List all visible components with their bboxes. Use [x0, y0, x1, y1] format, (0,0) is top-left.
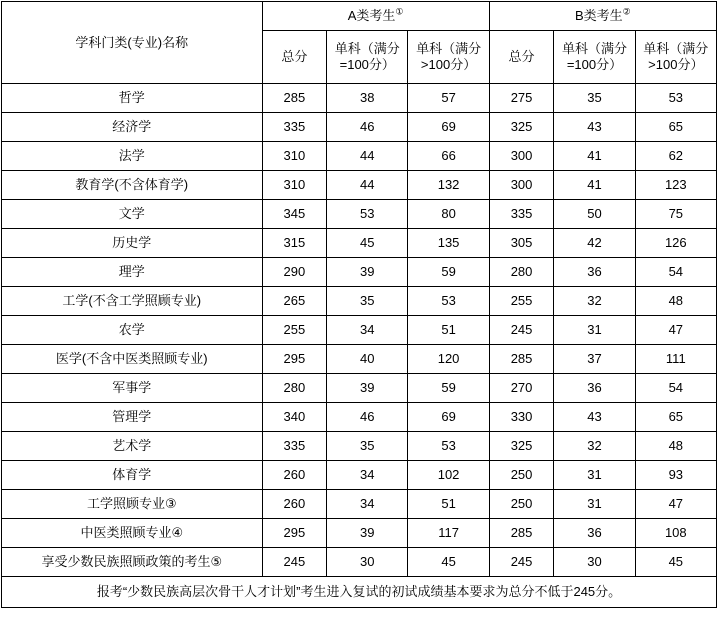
cell-b-total: 275 [489, 84, 554, 113]
cell-a-single-gt100: 80 [408, 200, 489, 229]
table-row [2, 345, 717, 374]
row-discipline-name: 艺术学 [2, 432, 263, 461]
cell-a-single-100: 46 [327, 403, 408, 432]
cell-a-total: 335 [262, 113, 327, 142]
cell-b-total: 325 [489, 432, 554, 461]
header-b-total: 总分 [489, 31, 554, 84]
row-discipline-name: 教育学(不含体育学) [2, 171, 263, 200]
cell-b-single-gt100: 54 [635, 258, 716, 287]
header-a-single-gt100-line1: 单科（满分 [416, 41, 482, 57]
cell-a-single-gt100: 102 [408, 461, 489, 490]
header-group-a-mark: ① [395, 6, 404, 17]
cell-a-total: 295 [262, 345, 327, 374]
cell-a-single-100: 39 [327, 374, 408, 403]
cell-a-total: 310 [262, 171, 327, 200]
cell-b-single-gt100: 45 [635, 548, 716, 577]
cell-a-total: 255 [262, 316, 327, 345]
table-row [2, 519, 717, 548]
row-discipline-name: 工学(不含工学照顾专业) [2, 287, 263, 316]
table-row [2, 171, 717, 200]
cell-a-total: 310 [262, 142, 327, 171]
cell-b-single-gt100: 48 [635, 287, 716, 316]
cell-b-single-gt100: 93 [635, 461, 716, 490]
header-group-b-mark: ② [622, 6, 631, 17]
table-footer [2, 577, 717, 608]
cell-b-single-100: 42 [554, 229, 635, 258]
cell-a-single-100: 45 [327, 229, 408, 258]
cell-b-single-100: 41 [554, 171, 635, 200]
cell-b-single-gt100: 47 [635, 316, 716, 345]
cell-b-total: 255 [489, 287, 554, 316]
cell-b-single-gt100: 111 [635, 345, 716, 374]
cell-b-single-gt100: 48 [635, 432, 716, 461]
cell-b-total: 245 [489, 548, 554, 577]
cell-a-total: 285 [262, 84, 327, 113]
cell-b-total: 305 [489, 229, 554, 258]
header-a-total: 总分 [262, 31, 327, 84]
table-row [2, 113, 717, 142]
cell-b-single-100: 50 [554, 200, 635, 229]
row-discipline-name: 医学(不含中医类照顾专业) [2, 345, 263, 374]
footnote-text: 报考“少数民族高层次骨干人才计划”考生进入复试的初试成绩基本要求为总分不低于245分。 [2, 577, 717, 608]
table-row [2, 258, 717, 287]
cell-b-single-100: 35 [554, 84, 635, 113]
cell-a-single-100: 39 [327, 519, 408, 548]
table-body [2, 84, 717, 577]
cell-b-single-100: 37 [554, 345, 635, 374]
table-row [2, 200, 717, 229]
row-discipline-name: 体育学 [2, 461, 263, 490]
cell-a-single-100: 44 [327, 142, 408, 171]
cell-a-single-100: 39 [327, 258, 408, 287]
cell-a-single-gt100: 117 [408, 519, 489, 548]
cell-b-single-100: 36 [554, 258, 635, 287]
header-group-a-label: A类考生 [347, 8, 396, 24]
table-row [2, 374, 717, 403]
row-discipline-name: 历史学 [2, 229, 263, 258]
cell-b-single-gt100: 54 [635, 374, 716, 403]
cell-b-total: 300 [489, 171, 554, 200]
cell-a-total: 260 [262, 490, 327, 519]
cell-a-total: 295 [262, 519, 327, 548]
footnote-row [2, 577, 717, 608]
header-b-single-100 [554, 31, 635, 84]
cell-a-single-100: 35 [327, 432, 408, 461]
row-discipline-name: 工学照顾专业③ [2, 490, 263, 519]
cell-b-total: 245 [489, 316, 554, 345]
row-discipline-name: 经济学 [2, 113, 263, 142]
cell-b-single-gt100: 65 [635, 113, 716, 142]
row-discipline-name: 管理学 [2, 403, 263, 432]
cell-a-total: 345 [262, 200, 327, 229]
cell-a-single-gt100: 53 [408, 432, 489, 461]
score-table [1, 1, 717, 608]
header-group-a [262, 2, 489, 31]
cell-a-single-gt100: 57 [408, 84, 489, 113]
cell-b-total: 280 [489, 258, 554, 287]
row-discipline-name: 军事学 [2, 374, 263, 403]
cell-b-single-100: 31 [554, 490, 635, 519]
cell-a-single-100: 35 [327, 287, 408, 316]
cell-b-single-100: 36 [554, 519, 635, 548]
table-row [2, 461, 717, 490]
table-row [2, 84, 717, 113]
cell-b-single-100: 31 [554, 461, 635, 490]
cell-a-single-gt100: 59 [408, 258, 489, 287]
header-discipline-name: 学科门类(专业)名称 [2, 2, 263, 84]
cell-b-single-gt100: 53 [635, 84, 716, 113]
cell-a-total: 340 [262, 403, 327, 432]
header-a-single-100-line2: =100分） [339, 57, 395, 72]
cell-b-total: 250 [489, 461, 554, 490]
table-row [2, 490, 717, 519]
cell-a-single-gt100: 45 [408, 548, 489, 577]
header-a-single-100 [327, 31, 408, 84]
cell-a-single-100: 40 [327, 345, 408, 374]
cell-a-single-100: 34 [327, 461, 408, 490]
cell-b-total: 300 [489, 142, 554, 171]
table-row [2, 432, 717, 461]
row-discipline-name: 享受少数民族照顾政策的考生⑤ [2, 548, 263, 577]
cell-a-single-gt100: 66 [408, 142, 489, 171]
row-discipline-name: 文学 [2, 200, 263, 229]
row-discipline-name: 理学 [2, 258, 263, 287]
cell-b-single-gt100: 75 [635, 200, 716, 229]
table-row [2, 548, 717, 577]
cell-a-single-gt100: 51 [408, 316, 489, 345]
row-discipline-name: 农学 [2, 316, 263, 345]
cell-b-total: 335 [489, 200, 554, 229]
cell-a-single-100: 38 [327, 84, 408, 113]
cell-a-total: 245 [262, 548, 327, 577]
header-a-single-100-line1: 单科（满分 [334, 41, 400, 57]
cell-a-single-gt100: 53 [408, 287, 489, 316]
cell-a-total: 280 [262, 374, 327, 403]
cell-a-total: 260 [262, 461, 327, 490]
table-row [2, 316, 717, 345]
cell-a-single-100: 53 [327, 200, 408, 229]
cell-b-single-100: 32 [554, 287, 635, 316]
table-row [2, 229, 717, 258]
cell-a-single-100: 44 [327, 171, 408, 200]
header-b-single-gt100-line1: 单科（满分 [643, 41, 709, 57]
cell-b-single-100: 30 [554, 548, 635, 577]
table-row [2, 142, 717, 171]
cell-b-total: 285 [489, 345, 554, 374]
header-a-single-gt100 [408, 31, 489, 84]
cell-a-total: 265 [262, 287, 327, 316]
header-b-single-gt100-line2: >100分） [648, 57, 704, 72]
cell-a-single-gt100: 120 [408, 345, 489, 374]
cell-b-total: 325 [489, 113, 554, 142]
cell-a-single-gt100: 69 [408, 113, 489, 142]
table-header-row-groups [2, 2, 717, 31]
cell-b-total: 285 [489, 519, 554, 548]
cell-b-total: 250 [489, 490, 554, 519]
cell-b-single-100: 41 [554, 142, 635, 171]
cell-a-single-gt100: 135 [408, 229, 489, 258]
cell-b-single-gt100: 123 [635, 171, 716, 200]
cell-b-single-gt100: 108 [635, 519, 716, 548]
row-discipline-name: 法学 [2, 142, 263, 171]
cell-a-total: 335 [262, 432, 327, 461]
score-requirements-sheet [0, 1, 718, 629]
cell-b-total: 270 [489, 374, 554, 403]
cell-b-single-100: 31 [554, 316, 635, 345]
header-b-single-100-line1: 单科（满分 [561, 41, 627, 57]
cell-a-single-gt100: 51 [408, 490, 489, 519]
row-discipline-name: 中医类照顾专业④ [2, 519, 263, 548]
cell-a-single-100: 46 [327, 113, 408, 142]
cell-b-single-gt100: 126 [635, 229, 716, 258]
cell-b-single-100: 32 [554, 432, 635, 461]
cell-a-single-gt100: 69 [408, 403, 489, 432]
cell-b-single-gt100: 47 [635, 490, 716, 519]
header-group-b-label: B类考生 [574, 8, 623, 24]
header-group-b [489, 2, 716, 31]
cell-b-single-100: 36 [554, 374, 635, 403]
cell-b-single-100: 43 [554, 113, 635, 142]
cell-a-total: 290 [262, 258, 327, 287]
header-a-single-gt100-line2: >100分） [420, 57, 477, 72]
cell-a-single-100: 30 [327, 548, 408, 577]
cell-a-total: 315 [262, 229, 327, 258]
header-b-single-100-line2: =100分） [566, 57, 623, 72]
cell-b-total: 330 [489, 403, 554, 432]
cell-a-single-gt100: 132 [408, 171, 489, 200]
cell-b-single-gt100: 65 [635, 403, 716, 432]
cell-b-single-gt100: 62 [635, 142, 716, 171]
cell-a-single-100: 34 [327, 316, 408, 345]
table-row [2, 403, 717, 432]
cell-b-single-100: 43 [554, 403, 635, 432]
table-header [2, 2, 717, 84]
row-discipline-name: 哲学 [2, 84, 263, 113]
header-b-single-gt100 [635, 31, 716, 84]
cell-a-single-100: 34 [327, 490, 408, 519]
cell-a-single-gt100: 59 [408, 374, 489, 403]
table-row [2, 287, 717, 316]
